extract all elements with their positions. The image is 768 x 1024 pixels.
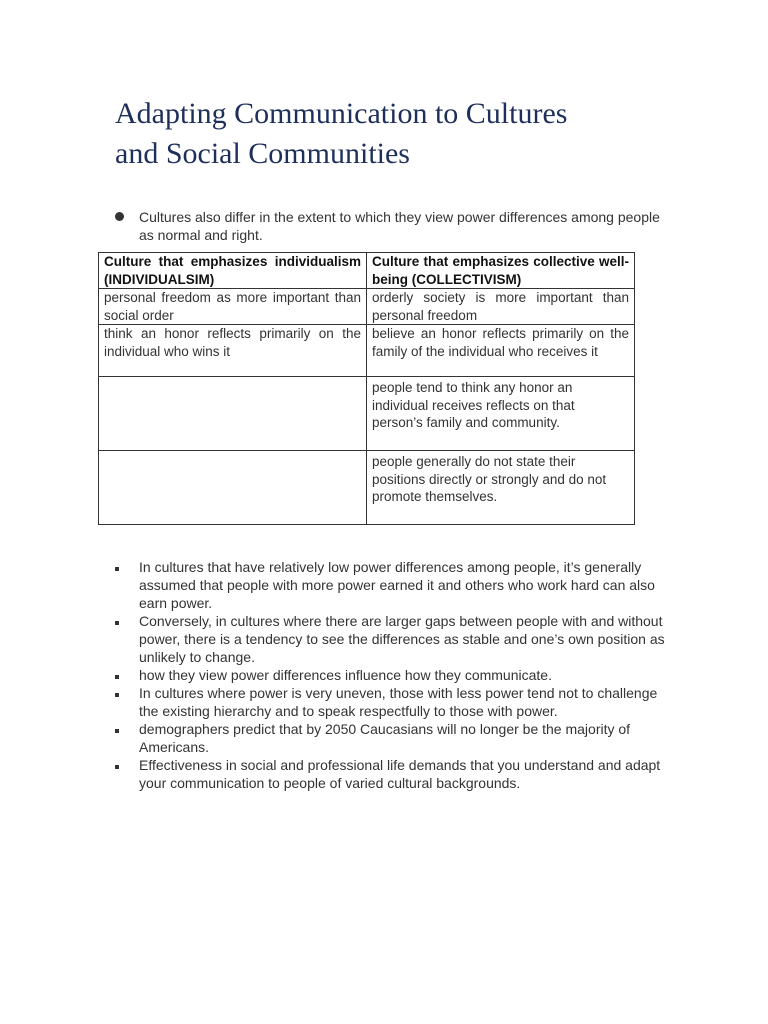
intro-bullet [115, 208, 660, 244]
list-item-text: demographers predict that by 2050 Caucasians will no longer be the majority of Americans. [139, 721, 631, 755]
table-row [99, 325, 635, 377]
header-individualism: Culture that emphasizes individualism (INDIVIDUALSIM) [99, 253, 367, 289]
list-item-text: how they view power differences influence how they communicate. [139, 667, 552, 683]
list-item-text: Effectiveness in social and professional life demands that you understand and adapt your communication to people of varied cultural backgrounds. [139, 757, 661, 791]
title-line-1: Adapting Communication to Cultures [115, 97, 568, 130]
points-list [115, 558, 675, 792]
page-title [115, 94, 675, 174]
square-bullet-icon [115, 621, 119, 625]
table-row [99, 289, 635, 325]
list-item [115, 666, 675, 684]
square-bullet-icon [115, 765, 119, 769]
list-item [115, 756, 675, 792]
table-cell: believe an honor reflects primarily on the family of the individual who receives it [367, 325, 635, 377]
bullet-dot-icon [115, 212, 124, 221]
title-line-2: and Social Communities [115, 137, 410, 170]
table-cell [99, 451, 367, 525]
table-cell: think an honor reflects primarily on the individual who wins it [99, 325, 367, 377]
list-item [115, 612, 675, 666]
table-row [99, 451, 635, 525]
list-item [115, 684, 675, 720]
table-cell: people generally do not state their positions directly or strongly and do not promote themselves. [367, 451, 635, 525]
list-item-text: Conversely, in cultures where there are larger gaps between people with and without power, there is a tendency to see the differences as stable and one’s own position as unlikely to change. [139, 613, 665, 665]
table-cell [99, 377, 367, 451]
intro-text: Cultures also differ in the extent to which they view power differences among people as normal and right. [139, 209, 660, 243]
table-cell: orderly society is more important than personal freedom [367, 289, 635, 325]
list-item [115, 720, 675, 756]
list-item-text: In cultures where power is very uneven, those with less power tend not to challenge the existing hierarchy and to speak respectfully to those with power. [139, 685, 658, 719]
square-bullet-icon [115, 567, 119, 571]
table-cell: people tend to think any honor an individual receives reflects on that person’s family and community. [367, 377, 635, 451]
square-bullet-icon [115, 729, 119, 733]
square-bullet-icon [115, 675, 119, 679]
table-cell: personal freedom as more important than social order [99, 289, 367, 325]
list-item [115, 558, 675, 612]
list-item-text: In cultures that have relatively low power differences among people, it’s generally assumed that people with more power earned it and others who work hard can also earn power. [139, 559, 655, 611]
table-row [99, 377, 635, 451]
table-header-row [99, 253, 635, 289]
header-collectivism: Culture that emphasizes collective well-being (COLLECTIVISM) [367, 253, 635, 289]
square-bullet-icon [115, 693, 119, 697]
comparison-table [98, 252, 635, 525]
